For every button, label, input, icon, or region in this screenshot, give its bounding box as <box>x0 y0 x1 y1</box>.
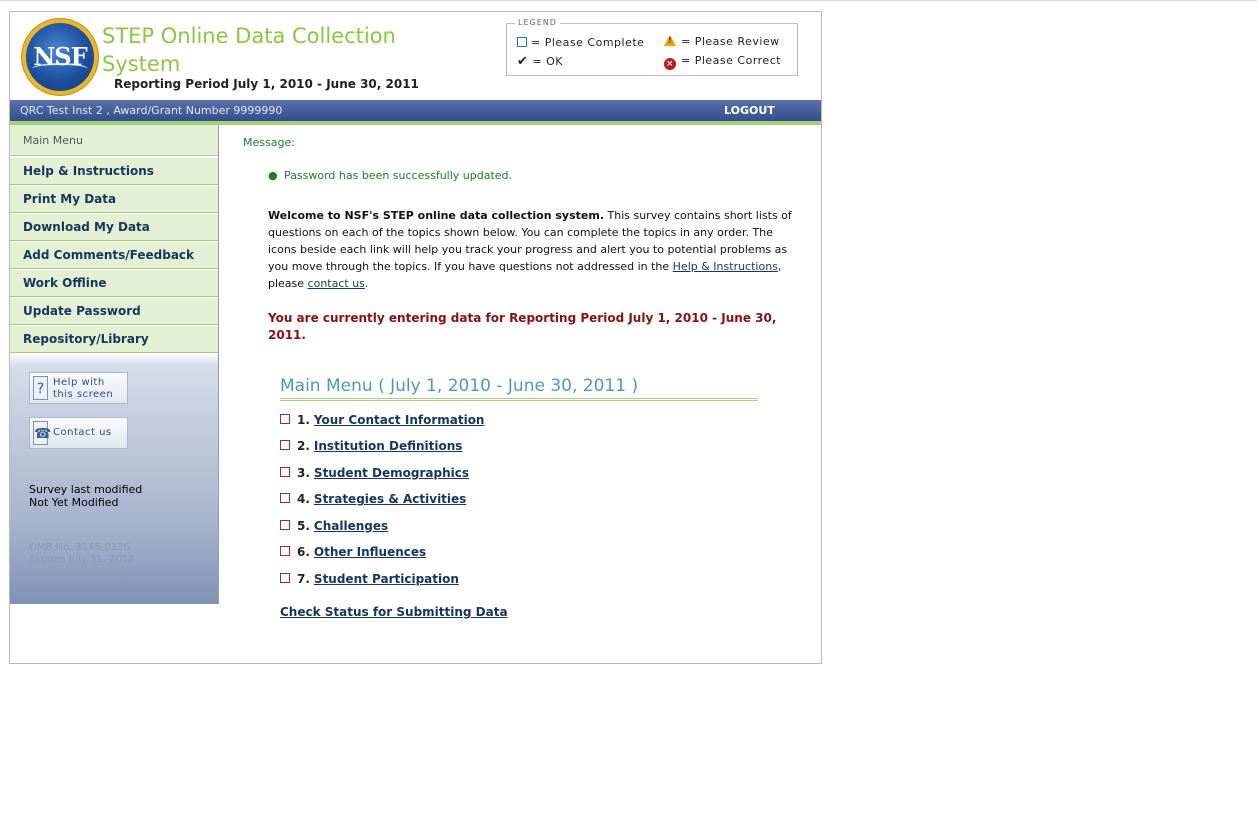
empty-box-icon <box>517 37 527 47</box>
message-bullet: ● <box>268 169 278 182</box>
checkmark-icon: ✔ <box>517 54 529 69</box>
error-icon: × <box>665 59 675 69</box>
app-title: STEP Online Data Collection System <box>102 24 396 76</box>
nsf-logo <box>26 23 94 91</box>
menu-item-number: 6. <box>297 545 310 559</box>
message-label: Message: <box>243 136 295 149</box>
menu-link-student-participation[interactable]: Student Participation <box>313 572 459 586</box>
sidebar-item-download-my-data[interactable]: Download My Data <box>10 214 218 241</box>
check-status-link[interactable]: Check Status for Submitting Data <box>280 605 508 619</box>
message-text: Password has been successfully updated. <box>284 169 513 182</box>
welcome-text: This survey contains short lists of questions on each of the topics shown below. You can complete the topics in any order. The icons beside each link will help you track your progress and alert you to potential problems as you move through the topics. If you have questions not addressed in the <box>268 209 792 273</box>
menu-item-other-influences <box>280 545 426 559</box>
menu-link-challenges[interactable]: Challenges <box>313 519 389 533</box>
status-box-icon <box>280 520 290 530</box>
menu-link-strategies-activities[interactable]: Strategies & Activities <box>313 492 467 506</box>
sidebar-item-print-my-data[interactable]: Print My Data <box>10 186 218 213</box>
omb-info <box>29 542 135 566</box>
legend-please-correct <box>664 54 781 70</box>
warning-icon <box>664 35 676 46</box>
sidebar-item-help-instructions[interactable]: Help & Instructions <box>10 158 218 185</box>
institution-info: QRC Test Inst 2 , Award/Grant Number 9999990 <box>20 104 283 117</box>
legend-please-complete <box>517 36 644 49</box>
survey-modified-value: Not Yet Modified <box>29 496 119 509</box>
menu-link-contact-information[interactable]: Your Contact Information <box>313 413 485 427</box>
survey-modified-label: Survey last modified <box>29 483 143 496</box>
legend-please-review-label: = Please Review <box>681 35 780 48</box>
top-border <box>0 0 1257 1</box>
contact-us-link[interactable]: contact us <box>307 277 365 290</box>
menu-item-strategies-activities <box>280 492 466 506</box>
logout-link[interactable]: LOGOUT <box>724 104 775 117</box>
menu-link-institution-definitions[interactable]: Institution Definitions <box>313 439 463 453</box>
sidebar-item-repository-library[interactable]: Repository/Library <box>10 326 218 353</box>
menu-item-institution-definitions <box>280 439 462 453</box>
menu-link-other-influences[interactable]: Other Influences <box>313 545 427 559</box>
status-box-icon <box>280 414 290 424</box>
menu-item-student-participation <box>280 572 459 586</box>
help-button-line1: Help with <box>53 377 105 388</box>
omb-number: OMB No. 3145-0136 <box>29 542 130 553</box>
status-box-icon <box>280 467 290 477</box>
status-box-icon <box>280 573 290 583</box>
sidebar <box>10 125 219 604</box>
help-instructions-link[interactable]: Help & Instructions <box>672 260 778 273</box>
menu-item-number: 4. <box>297 492 310 506</box>
menu-item-number: 7. <box>297 572 310 586</box>
legend-ok-label: = OK <box>532 55 563 68</box>
help-button-line2: this screen <box>53 389 114 400</box>
current-period-notice: You are currently entering data for Reporting Period July 1, 2010 - June 30, 2011. <box>268 311 777 342</box>
legend-ok <box>517 54 563 69</box>
menu-item-challenges <box>280 519 388 533</box>
menu-item-number: 1. <box>297 413 310 427</box>
legend <box>506 18 798 76</box>
main-menu-title: Main Menu ( July 1, 2010 - June 30, 2011 ) <box>280 376 758 401</box>
welcome-paragraph <box>268 207 798 292</box>
contact-us-label: Contact us <box>53 427 112 438</box>
header-bar <box>10 100 821 121</box>
omb-expires: Expires July 31, 2012 <box>29 554 135 565</box>
logo-text: NSF <box>33 42 87 71</box>
sidebar-item-update-password[interactable]: Update Password <box>10 298 218 325</box>
status-box-icon <box>280 440 290 450</box>
welcome-heading: Welcome to NSF's STEP online data collection system. <box>268 209 604 222</box>
menu-item-number: 2. <box>297 439 310 453</box>
menu-item-number: 5. <box>297 519 310 533</box>
phone-icon: ☎ <box>33 421 48 445</box>
legend-please-complete-label: = Please Complete <box>531 36 645 49</box>
legend-please-review <box>664 35 780 48</box>
survey-modified <box>29 483 142 509</box>
menu-item-student-demographics <box>280 466 469 480</box>
legend-please-correct-label: = Please Correct <box>681 54 782 67</box>
welcome-end-text: . <box>364 277 369 290</box>
welcome-mid-text: , please <box>268 260 782 290</box>
sidebar-item-add-comments[interactable]: Add Comments/Feedback <box>10 242 218 269</box>
help-with-screen-button[interactable] <box>29 372 128 404</box>
legend-title: LEGEND <box>515 18 560 27</box>
question-icon: ? <box>33 376 48 400</box>
reporting-period: Reporting Period July 1, 2010 - June 30, 2011 <box>114 77 419 91</box>
sidebar-heading: Main Menu <box>10 125 218 156</box>
help-with-screen-label <box>53 377 113 401</box>
status-box-icon <box>280 493 290 503</box>
page-frame <box>9 11 822 664</box>
menu-item-number: 3. <box>297 466 310 480</box>
menu-link-student-demographics[interactable]: Student Demographics <box>313 466 469 480</box>
contact-us-button[interactable] <box>29 417 128 449</box>
sidebar-item-work-offline[interactable]: Work Offline <box>10 270 218 297</box>
status-box-icon <box>280 546 290 556</box>
menu-item-contact-information <box>280 413 484 427</box>
